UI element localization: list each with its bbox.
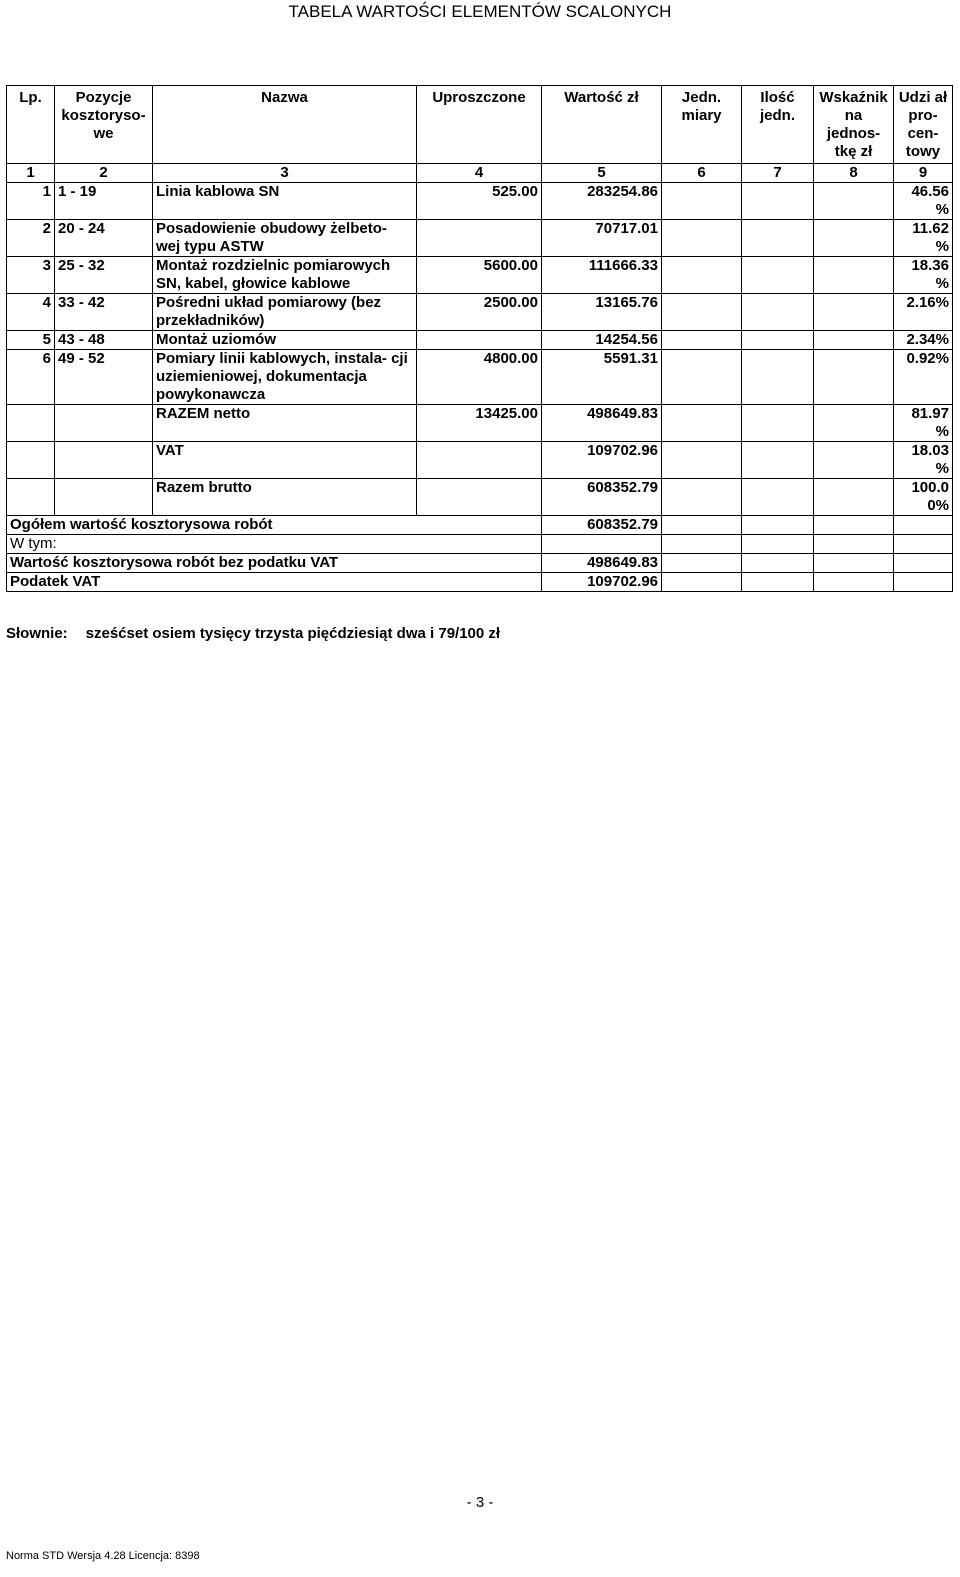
header-lp: Lp.: [7, 86, 55, 164]
row-wartosc: 111666.33: [542, 257, 662, 294]
row-wskaznik: [814, 331, 894, 350]
empty-cell: [742, 405, 814, 442]
table-row: [7, 220, 953, 257]
row-ilosc: [742, 257, 814, 294]
table-row: [7, 331, 953, 350]
summary-label: Podatek VAT: [7, 573, 542, 592]
column-number: 6: [662, 164, 742, 183]
row-nazwa: Montaż uziomów: [153, 331, 417, 350]
row-uproszczone: [417, 220, 542, 257]
row-nazwa: Posadowienie obudowy żelbeto- wej typu ASTW: [153, 220, 417, 257]
totals-udzial: 81.97 %: [894, 405, 953, 442]
empty-cell: [742, 554, 814, 573]
row-pozycje: 49 - 52: [55, 350, 153, 405]
row-wskaznik: [814, 183, 894, 220]
empty-cell: [814, 405, 894, 442]
header-pozycje: Pozycje kosztoryso- we: [55, 86, 153, 164]
summary-row: [7, 516, 953, 535]
column-number: 2: [55, 164, 153, 183]
amount-in-words-label: Słownie:: [6, 625, 68, 642]
empty-cell: [814, 573, 894, 592]
header-udzial: Udzi ał pro- cen- towy: [894, 86, 953, 164]
empty-cell: [814, 442, 894, 479]
table-row: [7, 183, 953, 220]
totals-uproszczone: [417, 442, 542, 479]
empty-cell: [55, 479, 153, 516]
row-jedn-miary: [662, 183, 742, 220]
summary-row: [7, 535, 953, 554]
row-lp: 3: [7, 257, 55, 294]
empty-cell: [55, 442, 153, 479]
row-ilosc: [742, 294, 814, 331]
row-wskaznik: [814, 220, 894, 257]
column-number-row: [7, 164, 953, 183]
row-nazwa: Pomiary linii kablowych, instala- cji uziemieniowej, dokumentacja powykonawcza: [153, 350, 417, 405]
row-wskaznik: [814, 257, 894, 294]
row-wartosc: 5591.31: [542, 350, 662, 405]
empty-cell: [894, 516, 953, 535]
amount-in-words-value: sześćset osiem tysięcy trzysta pięćdziesiąt dwa i 79/100 zł: [85, 625, 501, 642]
row-uproszczone: 4800.00: [417, 350, 542, 405]
header-wskaznik: Wskaźnik na jednos- tkę zł: [814, 86, 894, 164]
empty-cell: [894, 554, 953, 573]
row-jedn-miary: [662, 294, 742, 331]
empty-cell: [662, 442, 742, 479]
row-uproszczone: 5600.00: [417, 257, 542, 294]
row-ilosc: [742, 220, 814, 257]
table-row: [7, 350, 953, 405]
header-jedn-miary: Jedn. miary: [662, 86, 742, 164]
column-number: 1: [7, 164, 55, 183]
empty-cell: [742, 479, 814, 516]
row-pozycje: 25 - 32: [55, 257, 153, 294]
row-jedn-miary: [662, 331, 742, 350]
column-number: 9: [894, 164, 953, 183]
summary-value: 608352.79: [542, 516, 662, 535]
header-ilosc: Ilość jedn.: [742, 86, 814, 164]
table-row: [7, 294, 953, 331]
row-uproszczone: 2500.00: [417, 294, 542, 331]
column-number: 3: [153, 164, 417, 183]
empty-cell: [55, 405, 153, 442]
row-wartosc: 70717.01: [542, 220, 662, 257]
footer-license: Norma STD Wersja 4.28 Licencja: 8398: [6, 1550, 200, 1562]
totals-wartosc: 498649.83: [542, 405, 662, 442]
row-nazwa: Montaż rozdzielnic pomiarowych SN, kabel, głowice kablowe: [153, 257, 417, 294]
summary-rows: [7, 516, 953, 592]
summary-label: Wartość kosztorysowa robót bez podatku VAT: [7, 554, 542, 573]
totals-wartosc: 109702.96: [542, 442, 662, 479]
row-udzial: 18.36 %: [894, 257, 953, 294]
row-udzial: 46.56 %: [894, 183, 953, 220]
element-rows: [7, 183, 953, 516]
empty-cell: [894, 573, 953, 592]
row-pozycje: 33 - 42: [55, 294, 153, 331]
row-pozycje: 20 - 24: [55, 220, 153, 257]
row-wskaznik: [814, 294, 894, 331]
totals-label: Razem brutto: [153, 479, 417, 516]
row-jedn-miary: [662, 350, 742, 405]
row-wskaznik: [814, 350, 894, 405]
row-jedn-miary: [662, 257, 742, 294]
row-udzial: 2.34%: [894, 331, 953, 350]
row-lp: 6: [7, 350, 55, 405]
row-wartosc: 14254.56: [542, 331, 662, 350]
empty-cell: [662, 479, 742, 516]
row-udzial: 11.62 %: [894, 220, 953, 257]
row-ilosc: [742, 183, 814, 220]
summary-label: W tym:: [7, 535, 542, 554]
empty-cell: [814, 516, 894, 535]
summary-label: Ogółem wartość kosztorysowa robót: [7, 516, 542, 535]
row-pozycje: 43 - 48: [55, 331, 153, 350]
empty-cell: [7, 405, 55, 442]
column-number: 8: [814, 164, 894, 183]
empty-cell: [814, 479, 894, 516]
totals-uproszczone: [417, 479, 542, 516]
totals-label: VAT: [153, 442, 417, 479]
row-wartosc: 283254.86: [542, 183, 662, 220]
summary-value: 498649.83: [542, 554, 662, 573]
row-nazwa: Pośredni układ pomiarowy (bez przekładników): [153, 294, 417, 331]
row-udzial: 2.16%: [894, 294, 953, 331]
header-row: [7, 86, 953, 164]
document-title: TABELA WARTOŚCI ELEMENTÓW SCALONYCH: [288, 2, 672, 21]
elements-table: [6, 85, 953, 592]
empty-cell: [742, 442, 814, 479]
empty-cell: [742, 535, 814, 554]
row-ilosc: [742, 350, 814, 405]
row-lp: 4: [7, 294, 55, 331]
empty-cell: [7, 442, 55, 479]
empty-cell: [662, 535, 742, 554]
totals-row-brutto: [7, 479, 953, 516]
totals-wartosc: 608352.79: [542, 479, 662, 516]
totals-udzial: 100.0 0%: [894, 479, 953, 516]
summary-value: 109702.96: [542, 573, 662, 592]
summary-row: [7, 573, 953, 592]
header-wartosc: Wartość zł: [542, 86, 662, 164]
totals-uproszczone: 13425.00: [417, 405, 542, 442]
row-jedn-miary: [662, 220, 742, 257]
empty-cell: [742, 516, 814, 535]
empty-cell: [814, 535, 894, 554]
row-uproszczone: [417, 331, 542, 350]
totals-row-netto: [7, 405, 953, 442]
row-udzial: 0.92%: [894, 350, 953, 405]
column-number: 5: [542, 164, 662, 183]
row-lp: 5: [7, 331, 55, 350]
amount-in-words: [6, 625, 500, 642]
page-number: - 3 -: [466, 1494, 494, 1511]
totals-label: RAZEM netto: [153, 405, 417, 442]
table-row: [7, 257, 953, 294]
empty-cell: [742, 573, 814, 592]
row-pozycje: 1 - 19: [55, 183, 153, 220]
empty-cell: [894, 535, 953, 554]
column-number: 4: [417, 164, 542, 183]
row-ilosc: [742, 331, 814, 350]
row-lp: 2: [7, 220, 55, 257]
empty-cell: [662, 405, 742, 442]
row-wartosc: 13165.76: [542, 294, 662, 331]
summary-row: [7, 554, 953, 573]
column-number: 7: [742, 164, 814, 183]
empty-cell: [662, 516, 742, 535]
empty-cell: [662, 573, 742, 592]
row-lp: 1: [7, 183, 55, 220]
empty-cell: [662, 554, 742, 573]
header-nazwa: Nazwa: [153, 86, 417, 164]
row-nazwa: Linia kablowa SN: [153, 183, 417, 220]
empty-cell: [814, 554, 894, 573]
summary-value: [542, 535, 662, 554]
totals-row-vat: [7, 442, 953, 479]
empty-cell: [7, 479, 55, 516]
totals-udzial: 18.03 %: [894, 442, 953, 479]
row-uproszczone: 525.00: [417, 183, 542, 220]
header-uproszczone: Uproszczone: [417, 86, 542, 164]
